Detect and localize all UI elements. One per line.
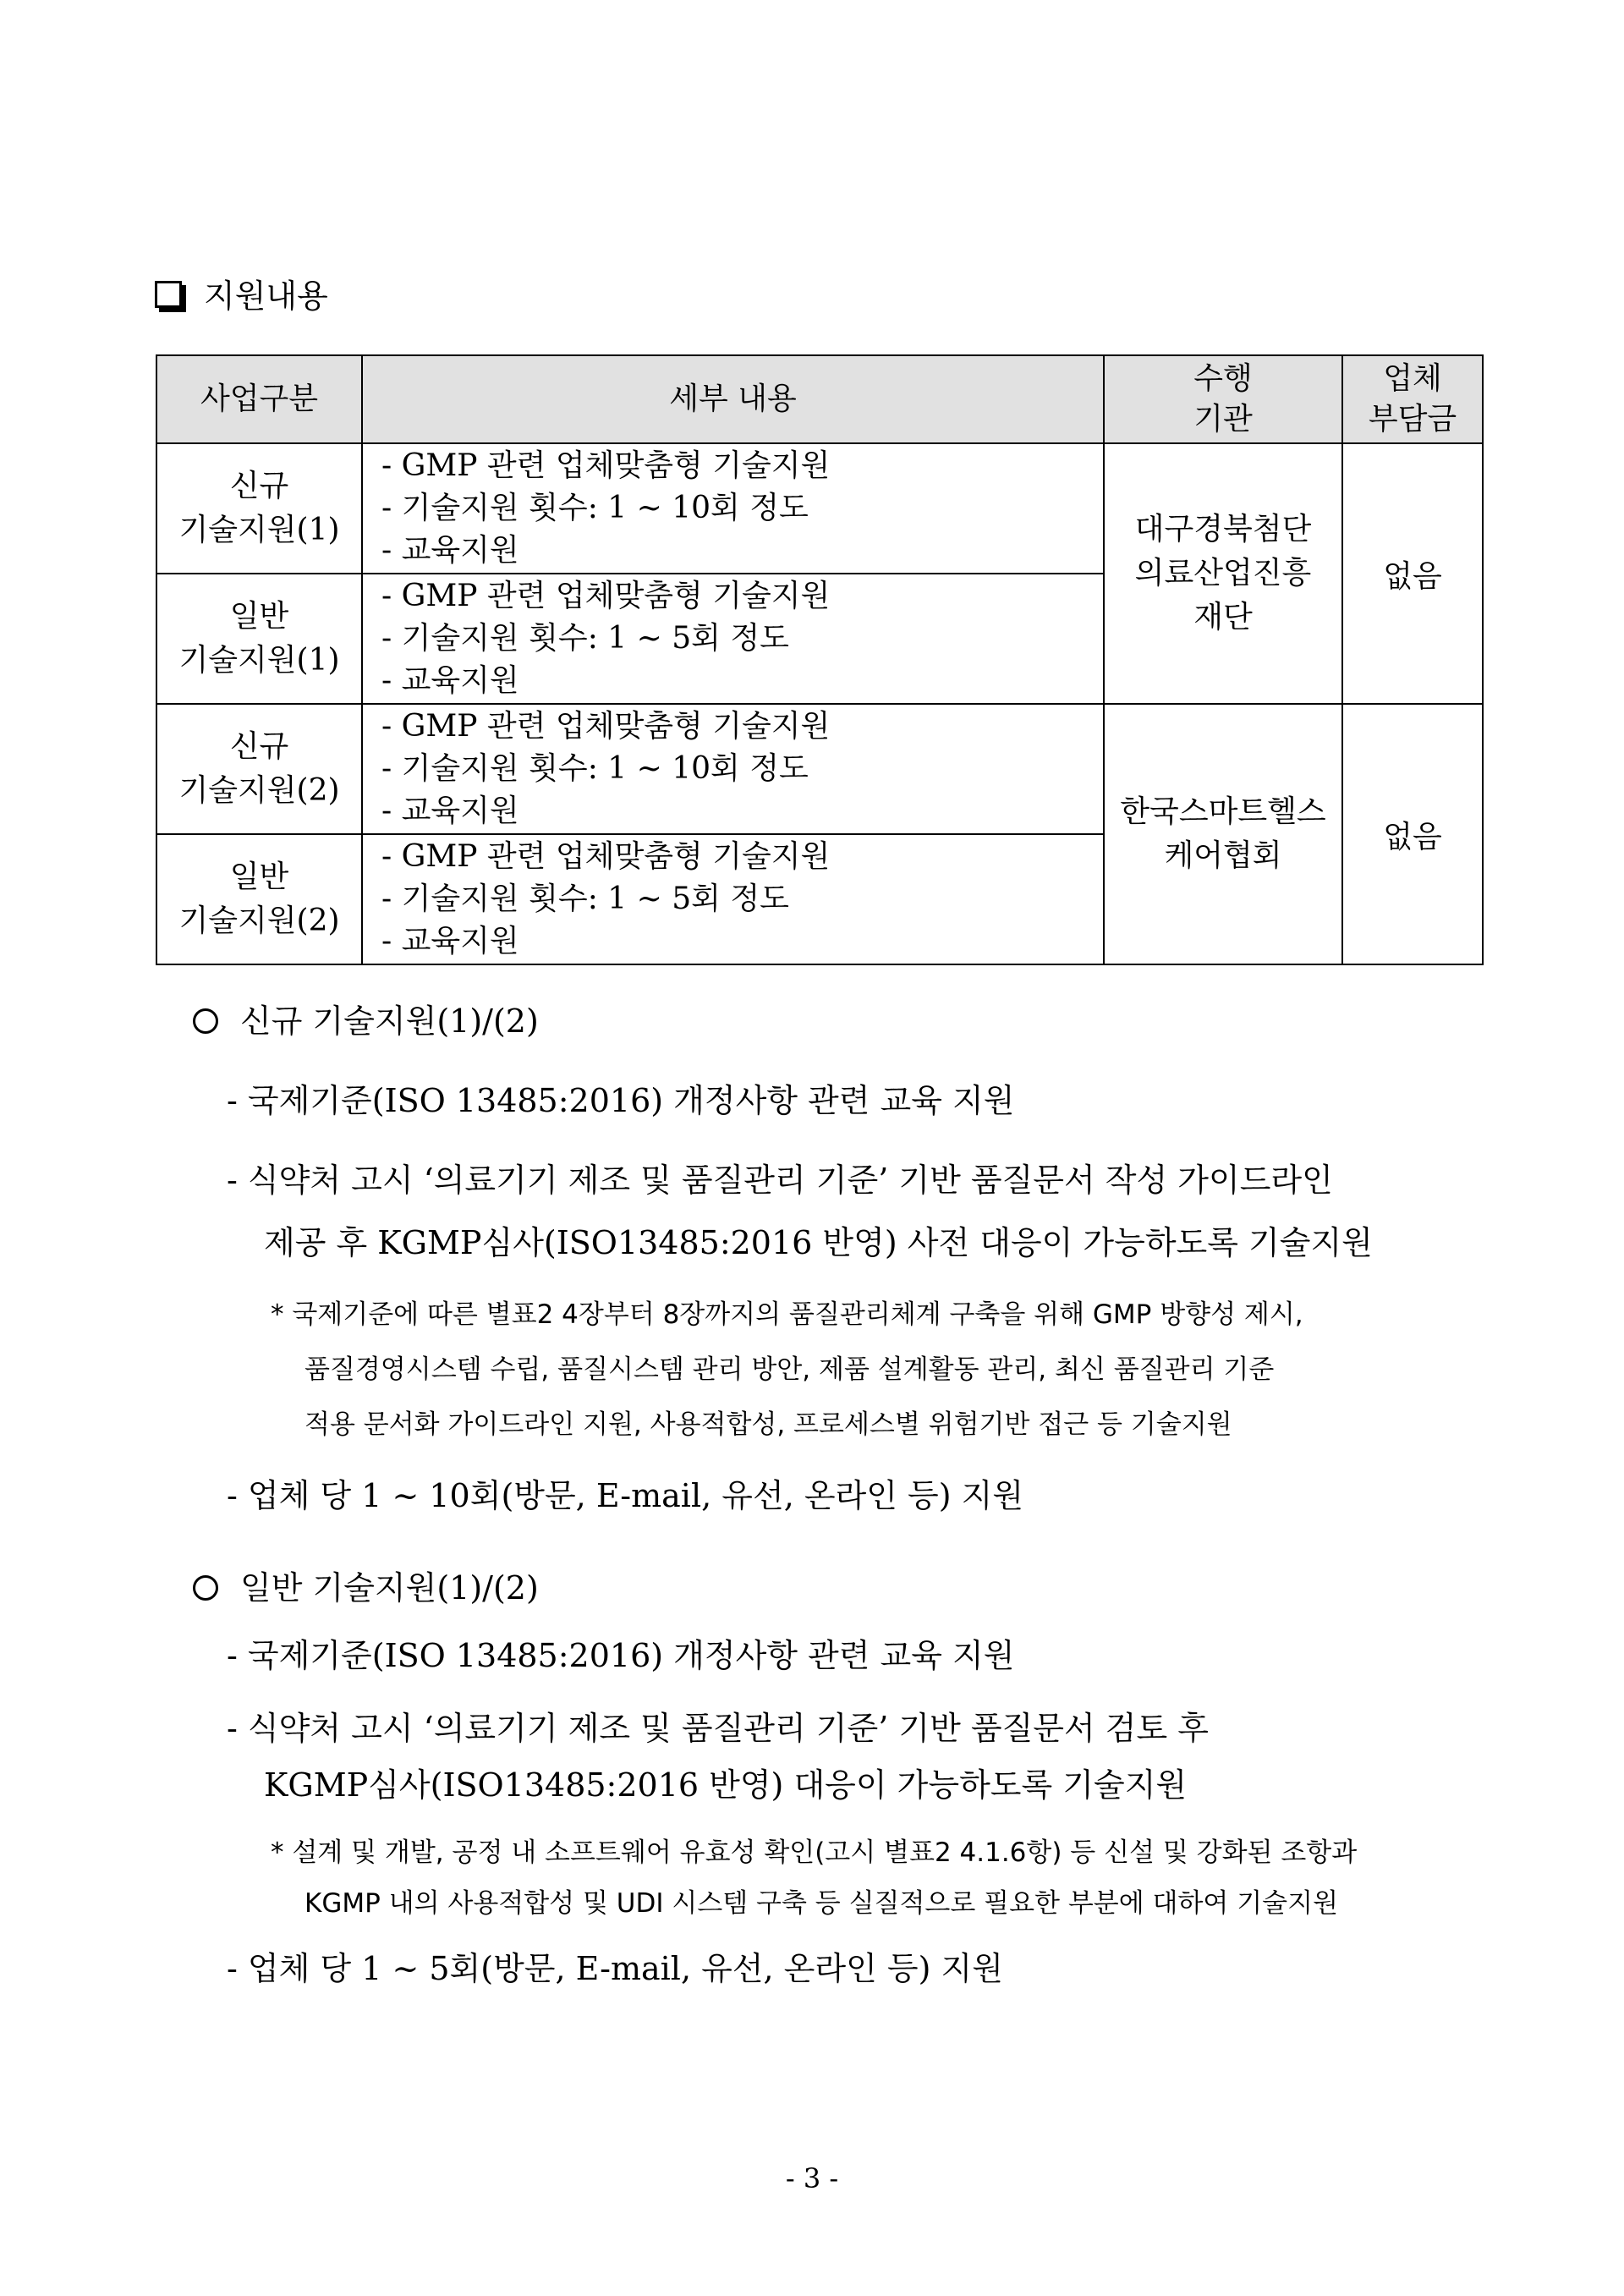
row-details: - GMP 관련 업체맞춤형 기술지원 - 기술지원 횟수: 1 ~ 10회 정도 - 교육지원 [362, 704, 1104, 834]
table-row [156, 704, 1483, 834]
new-support-note-2: 품질경영시스템 수립, 품질시스템 관리 방안, 제품 설계활동 관리, 최신 품질관리 기준 [304, 1354, 1275, 1385]
general-support-item-2: - 식약처 고시 ‘의료기기 제조 및 품질관리 기준’ 기반 품질문서 검토 후 [227, 1710, 1209, 1747]
header-type: 사업구분 [156, 355, 362, 443]
circle-bullet-icon [193, 1575, 218, 1601]
org-cell: 한국스마트헬스 케어협회 [1104, 704, 1342, 964]
table-header-row [156, 355, 1483, 443]
new-support-title: 신규 기술지원(1)/(2) [193, 995, 539, 1041]
general-support-note-1: * 설계 및 개발, 공정 내 소프트웨어 유효성 확인(고시 별표2 4.1.6항) 등 신설 및 강화된 조항과 [271, 1837, 1358, 1868]
row-type: 신규 기술지원(2) [156, 704, 362, 834]
header-fee: 업체 부담금 [1342, 355, 1483, 443]
row-type: 일반 기술지원(2) [156, 834, 362, 964]
header-org: 수행 기관 [1104, 355, 1342, 443]
new-support-item-2: - 식약처 고시 ‘의료기기 제조 및 품질관리 기준’ 기반 품질문서 작성 가이드라인 [227, 1162, 1333, 1199]
new-support-note-1: * 국제기준에 따른 별표2 4장부터 8장까지의 품질관리체계 구축을 위해 GMP 방향성 제시, [271, 1299, 1303, 1330]
support-table [156, 354, 1484, 965]
section-title: 지원내용 [204, 277, 328, 315]
table-row [156, 443, 1483, 574]
org-cell: 대구경북첨단 의료산업진흥 재단 [1104, 443, 1342, 704]
general-support-item-3: - 업체 당 1 ~ 5회(방문, E-mail, 유선, 온라인 등) 지원 [227, 1950, 1003, 1987]
new-support-item-3: - 업체 당 1 ~ 10회(방문, E-mail, 유선, 온라인 등) 지원 [227, 1477, 1024, 1514]
checkbox-square-icon [155, 281, 182, 308]
row-type: 일반 기술지원(1) [156, 574, 362, 704]
row-details: - GMP 관련 업체맞춤형 기술지원 - 기술지원 횟수: 1 ~ 10회 정도 - 교육지원 [362, 443, 1104, 574]
new-support-note-3: 적용 문서화 가이드라인 지원, 사용적합성, 프로세스별 위험기반 접근 등 기술지원 [304, 1409, 1232, 1440]
new-support-item-1: - 국제기준(ISO 13485:2016) 개정사항 관련 교육 지원 [227, 1082, 1015, 1119]
general-support-title: 일반 기술지원(1)/(2) [193, 1562, 539, 1608]
new-support-item-2-cont: 제공 후 KGMP심사(ISO13485:2016 반영) 사전 대응이 가능하도록 기술지원 [264, 1224, 1373, 1261]
general-support-item-2-cont: KGMP심사(ISO13485:2016 반영) 대응이 가능하도록 기술지원 [264, 1766, 1188, 1804]
fee-cell: 없음 [1342, 704, 1483, 964]
section-heading [155, 269, 328, 316]
row-details: - GMP 관련 업체맞춤형 기술지원 - 기술지원 횟수: 1 ~ 5회 정도 - 교육지원 [362, 834, 1104, 964]
general-support-item-1: - 국제기준(ISO 13485:2016) 개정사항 관련 교육 지원 [227, 1637, 1015, 1674]
row-details: - GMP 관련 업체맞춤형 기술지원 - 기술지원 횟수: 1 ~ 5회 정도 - 교육지원 [362, 574, 1104, 704]
header-detail: 세부 내용 [362, 355, 1104, 443]
fee-cell: 없음 [1342, 443, 1483, 704]
circle-bullet-icon [193, 1008, 218, 1034]
row-type: 신규 기술지원(1) [156, 443, 362, 574]
general-support-note-2: KGMP 내의 사용적합성 및 UDI 시스템 구축 등 실질적으로 필요한 부분에 대하여 기술지원 [304, 1888, 1339, 1919]
page-number: - 3 - [785, 2162, 839, 2194]
